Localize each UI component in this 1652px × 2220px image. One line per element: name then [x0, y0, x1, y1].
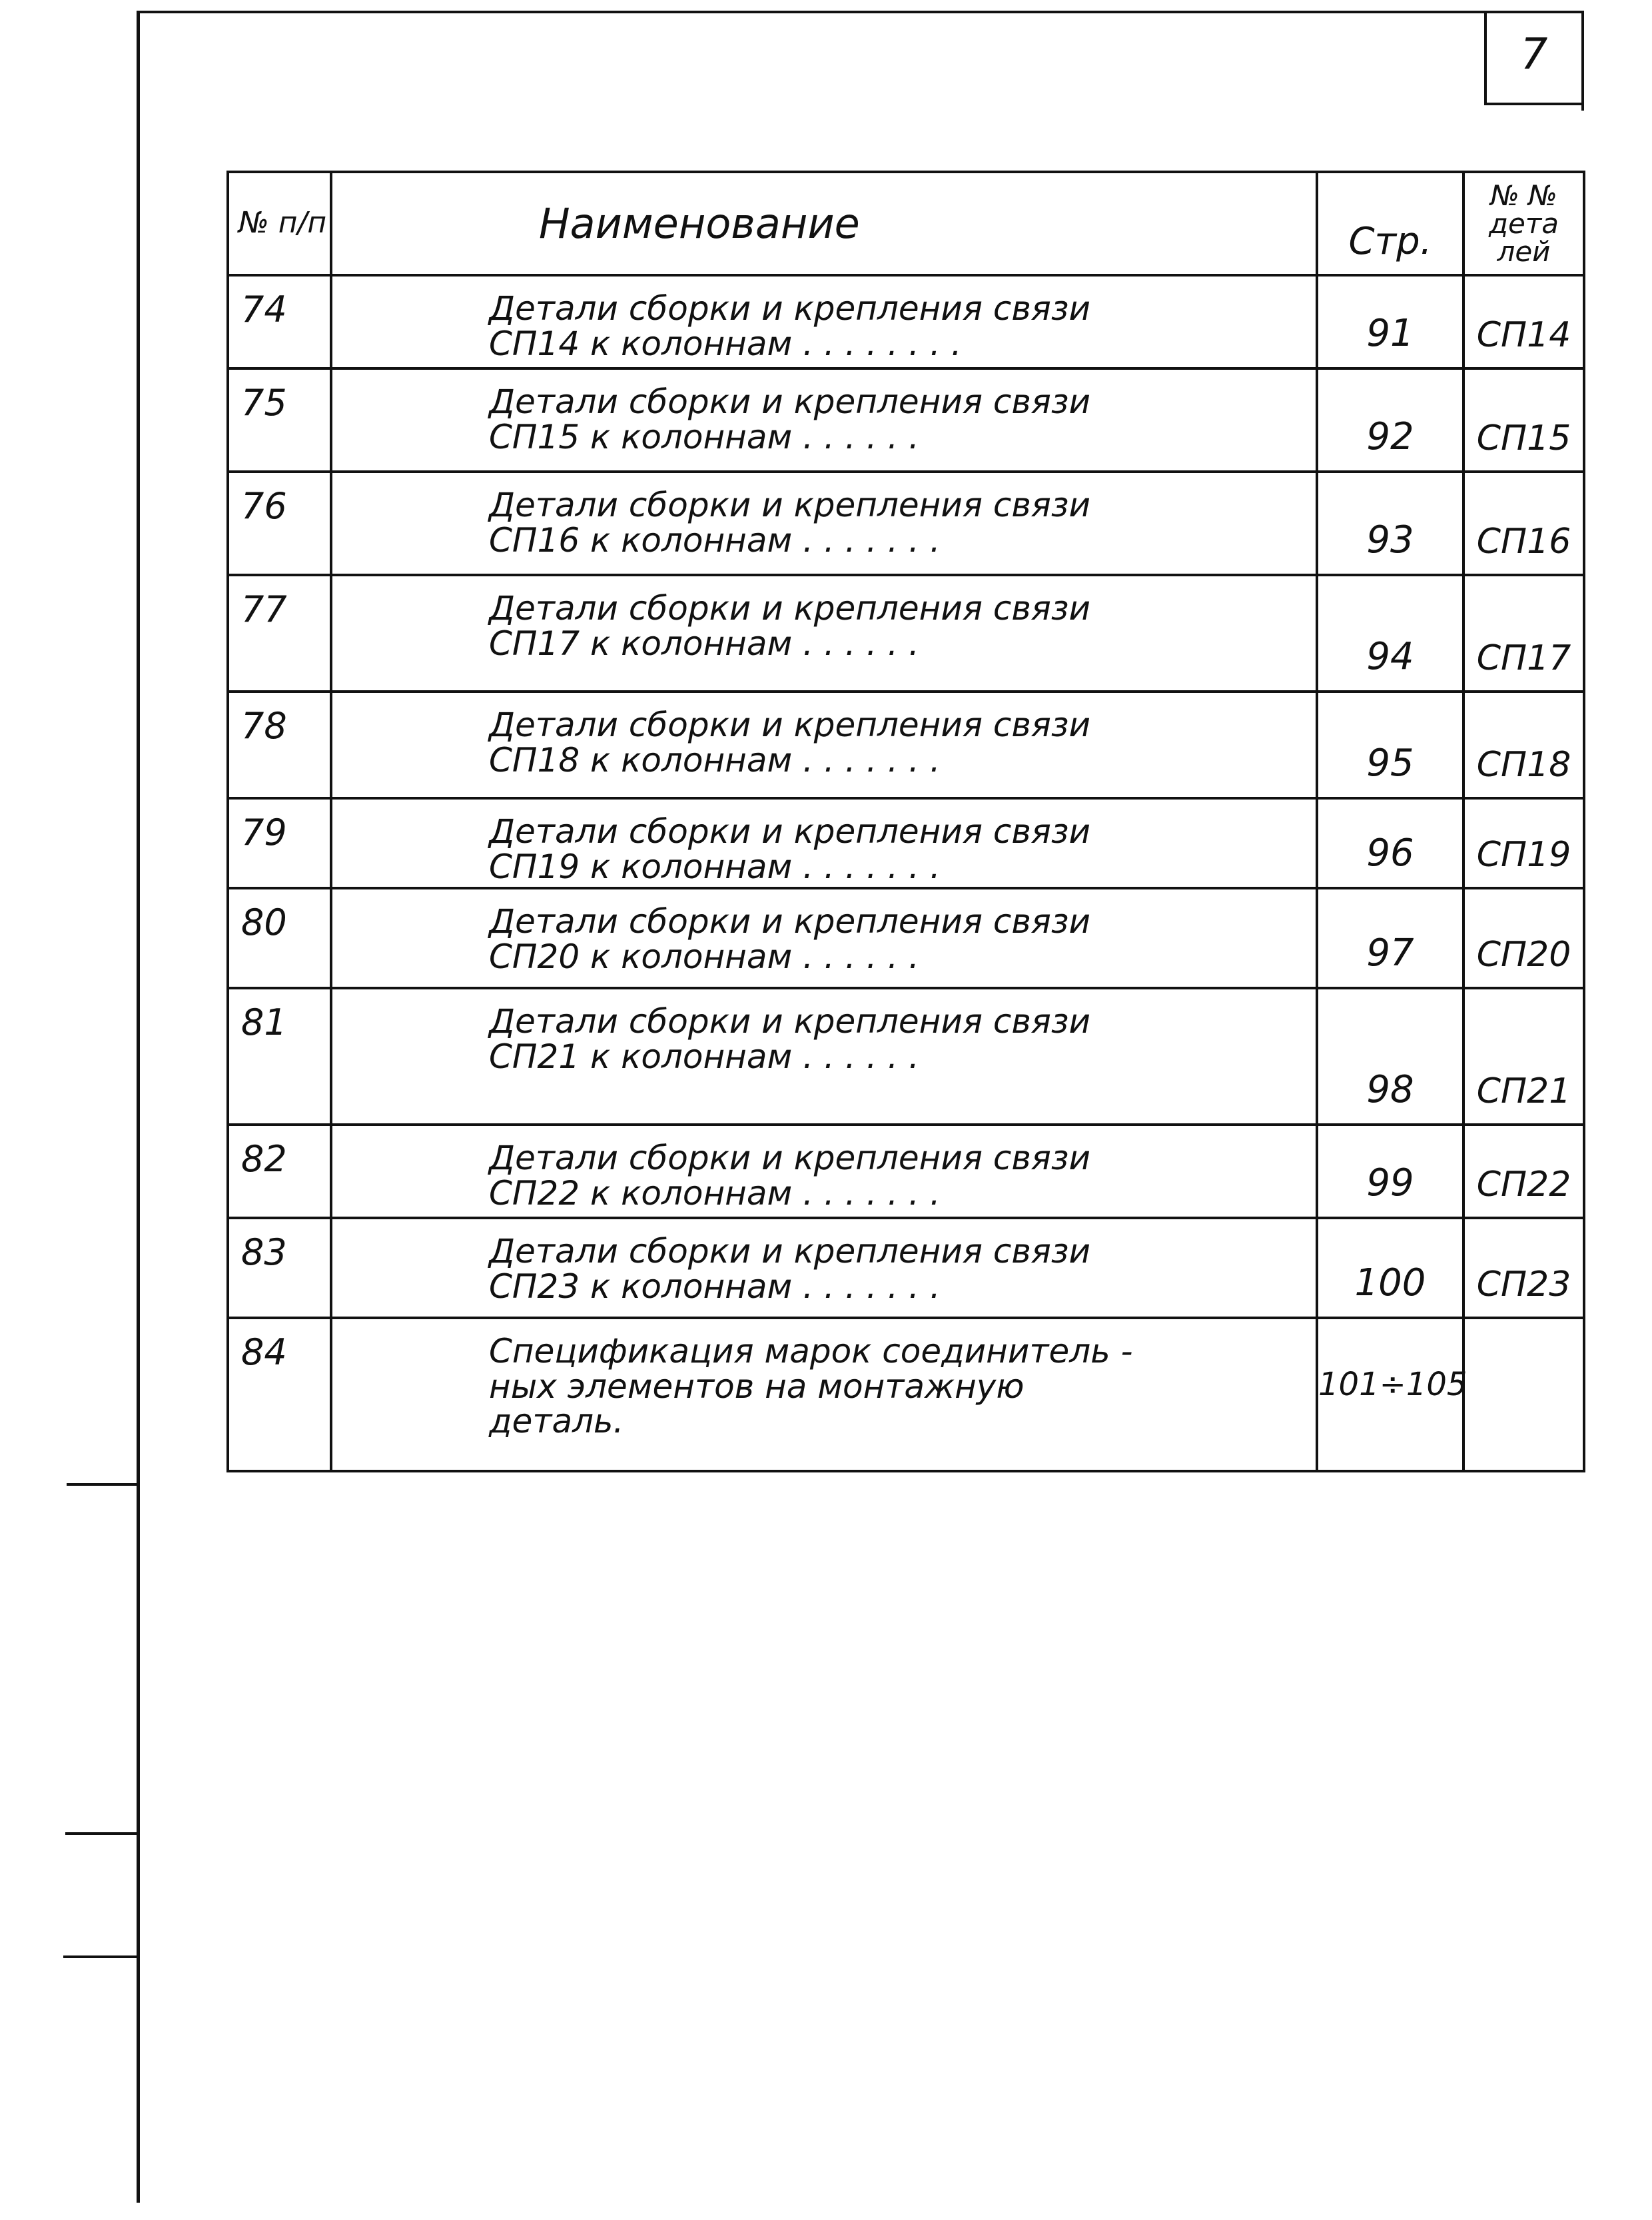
row-page: 92 — [1317, 368, 1463, 472]
row-number: 77 — [228, 575, 331, 692]
row-part: СП15 — [1463, 368, 1584, 472]
row-part — [1463, 1318, 1584, 1471]
row-part: СП18 — [1463, 692, 1584, 798]
table-row — [228, 988, 1584, 1125]
row-page: 94 — [1317, 575, 1463, 692]
row-page: 98 — [1317, 988, 1463, 1125]
row-part: СП23 — [1463, 1218, 1584, 1318]
table-row — [228, 472, 1584, 575]
row-page: 95 — [1317, 692, 1463, 798]
row-name: Детали сборки и крепления связи СП19 к колоннам . . . . . . . — [331, 798, 1317, 888]
table-row — [228, 275, 1584, 368]
row-number: 83 — [228, 1218, 331, 1318]
table-row — [228, 1218, 1584, 1318]
page-number-box — [1484, 11, 1581, 105]
header-name: Наименование — [331, 172, 1317, 275]
page-number: 7 — [1520, 30, 1548, 79]
table-row — [228, 1318, 1584, 1471]
binding-mark — [65, 1832, 139, 1835]
binding-mark — [63, 1955, 139, 1958]
header-part-numbers: № № дета лей — [1463, 172, 1584, 275]
row-page: 99 — [1317, 1125, 1463, 1218]
row-number: 76 — [228, 472, 331, 575]
row-part: СП20 — [1463, 888, 1584, 988]
row-name: Детали сборки и крепления связи СП15 к колоннам . . . . . . — [331, 368, 1317, 472]
row-name: Спецификация марок соединитель - ных элементов на монтажную деталь. — [331, 1318, 1317, 1471]
table-row — [228, 1125, 1584, 1218]
table-row — [228, 692, 1584, 798]
row-page: 100 — [1317, 1218, 1463, 1318]
sheet-frame-right — [1581, 11, 1584, 111]
row-part: СП19 — [1463, 798, 1584, 888]
row-part: СП22 — [1463, 1125, 1584, 1218]
row-name: Детали сборки и крепления связи СП21 к колоннам . . . . . . — [331, 988, 1317, 1125]
sheet-frame-top — [137, 11, 1582, 13]
row-number: 78 — [228, 692, 331, 798]
row-page: 101÷105 — [1317, 1318, 1463, 1471]
header-number: № п/п — [228, 172, 331, 275]
row-part: СП21 — [1463, 988, 1584, 1125]
row-number: 79 — [228, 798, 331, 888]
table-header-row — [228, 172, 1584, 275]
row-name: Детали сборки и крепления связи СП20 к колоннам . . . . . . — [331, 888, 1317, 988]
row-number: 74 — [228, 275, 331, 368]
table-row — [228, 368, 1584, 472]
row-page: 93 — [1317, 472, 1463, 575]
binding-mark — [67, 1483, 139, 1486]
row-page: 91 — [1317, 275, 1463, 368]
contents-table — [226, 171, 1585, 1472]
row-number: 82 — [228, 1125, 331, 1218]
row-page: 96 — [1317, 798, 1463, 888]
header-page: Стр. — [1317, 172, 1463, 275]
row-number: 81 — [228, 988, 331, 1125]
sheet-frame-left — [137, 11, 140, 2203]
row-page: 97 — [1317, 888, 1463, 988]
row-number: 80 — [228, 888, 331, 988]
row-part: СП14 — [1463, 275, 1584, 368]
row-number: 75 — [228, 368, 331, 472]
row-part: СП16 — [1463, 472, 1584, 575]
row-name: Детали сборки и крепления связи СП22 к колоннам . . . . . . . — [331, 1125, 1317, 1218]
table-row — [228, 798, 1584, 888]
row-name: Детали сборки и крепления связи СП18 к колоннам . . . . . . . — [331, 692, 1317, 798]
table-row — [228, 575, 1584, 692]
row-name: Детали сборки и крепления связи СП14 к колоннам . . . . . . . . — [331, 275, 1317, 368]
table-row — [228, 888, 1584, 988]
row-part: СП17 — [1463, 575, 1584, 692]
row-name: Детали сборки и крепления связи СП17 к колоннам . . . . . . — [331, 575, 1317, 692]
row-name: Детали сборки и крепления связи СП23 к колоннам . . . . . . . — [331, 1218, 1317, 1318]
row-number: 84 — [228, 1318, 331, 1471]
row-name: Детали сборки и крепления связи СП16 к колоннам . . . . . . . — [331, 472, 1317, 575]
